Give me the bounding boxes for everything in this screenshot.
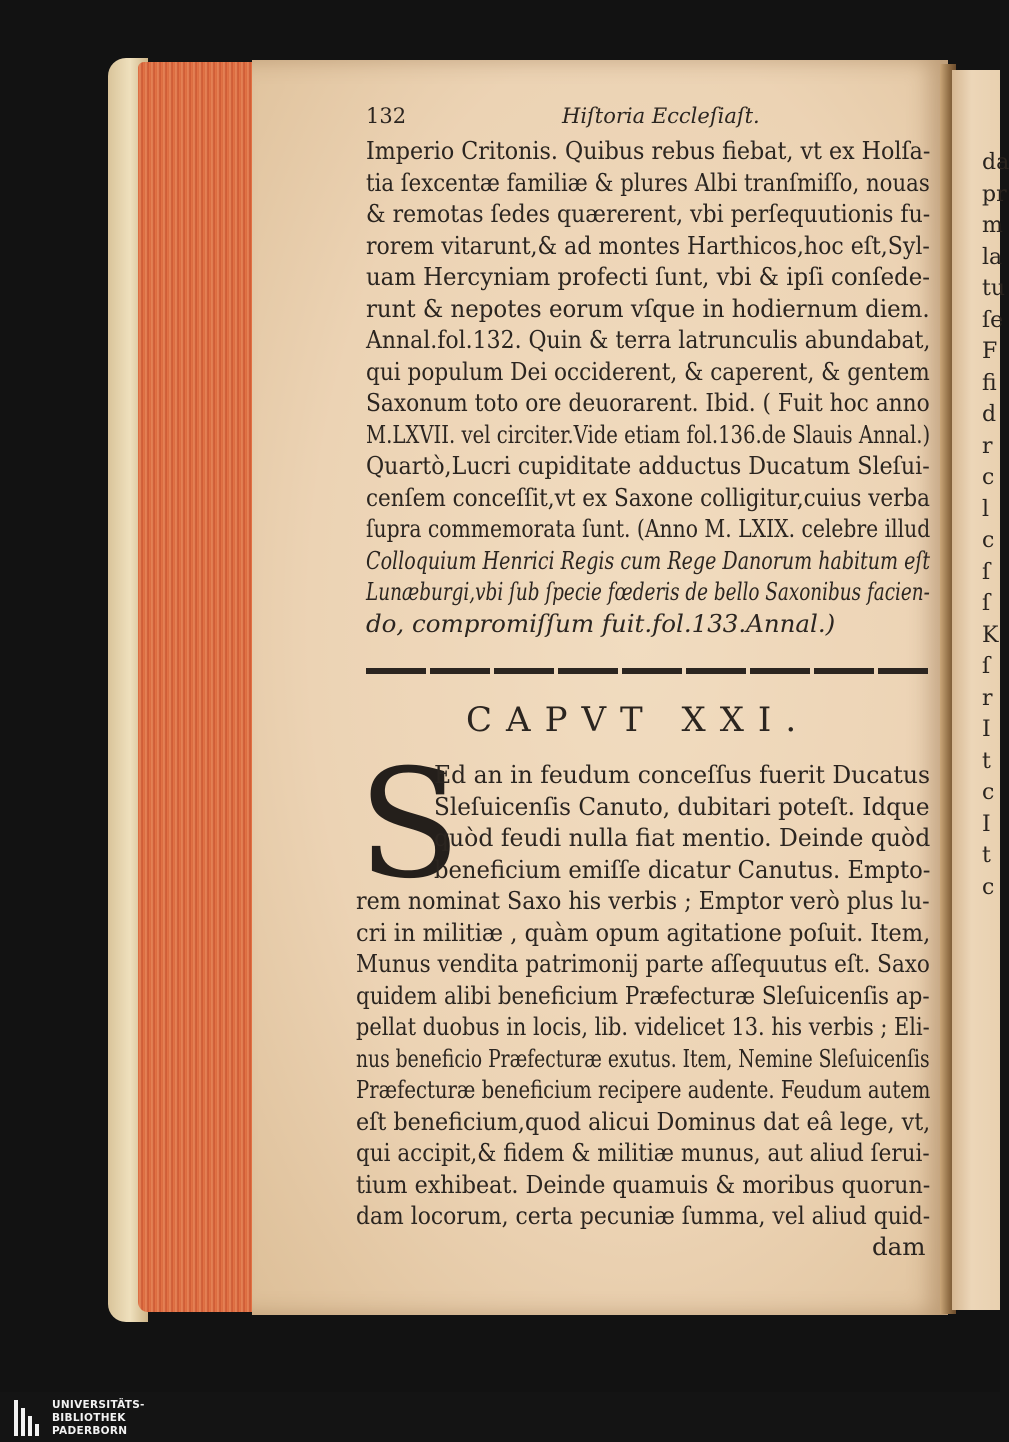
text-line: cenſem conceſſit,vt ex Saxone colligitur,cuius verba: [366, 482, 931, 512]
facing-page-fragment: ſ: [982, 654, 991, 679]
text-line: eſt beneficium,quod alicui Dominus dat eâ lege, vt,: [356, 1106, 931, 1136]
text-line: uam Hercyniam profecti ſunt, vbi & ipſi conſede-: [366, 262, 930, 291]
text-line: M.LXVII. vel circiter.Vide etiam fol.136.de Slauis Annal.): [366, 419, 931, 449]
text-line: Colloquium Henrici Regis cum Rege Danorum habitum eſt: [366, 545, 931, 575]
text-line: do, compromiſſum fuit.fol.133.Annal.): [366, 608, 836, 638]
page-edges: [138, 62, 256, 1312]
facing-page-fragment: l: [982, 496, 990, 522]
library-logo-line2: BIBLIOTHEK: [52, 1412, 126, 1424]
text-line: tia ſexcentæ familiæ & plures Albi tranſmiſſo, nouas: [366, 167, 930, 197]
text-line: rem nominat Saxo his verbis ; Emptor verò plus lu-: [356, 886, 930, 915]
facing-page-fragment: K: [982, 622, 999, 648]
text-line: quòd feudi nulla fiat mentio. Deinde quòd: [434, 823, 931, 852]
facing-page-fragment: t: [982, 843, 991, 868]
facing-page-fragment: tu: [982, 276, 1006, 301]
text-line: Saxonum toto ore deuorarent. Ibid. ( Fuit hoc anno: [366, 388, 930, 417]
facing-page-fragment: I: [982, 717, 991, 742]
text-line: & remotas ſedes quærerent, vbi perſequutionis fu-: [366, 199, 931, 228]
facing-page: [952, 70, 1009, 1310]
text-line: rorem vitarunt,& ad montes Harthicos,hoc eſt,Syl-: [366, 230, 930, 260]
section-rule: [366, 668, 928, 674]
facing-page-fragment: pr: [982, 181, 1007, 207]
facing-page-fragment: fi: [982, 370, 997, 396]
facing-page-fragment: ſ: [982, 591, 991, 616]
text-line: runt & nepotes eorum vſque in hodiernum diem.: [366, 293, 930, 323]
facing-page-fragment: ſ: [982, 559, 991, 585]
text-line: nus beneficio Præfecturæ exutus. Item, Nemine Sleſuicenſis: [356, 1043, 930, 1073]
text-line: Præfecturæ beneficium recipere audente. Feudum autem: [356, 1075, 931, 1104]
facing-page-fragment: la: [982, 244, 1003, 270]
library-logo-line1: UNIVERSITÄTS-: [52, 1399, 145, 1411]
text-line: Sleſuicenſis Canuto, dubitari poteſt. Idque: [434, 791, 930, 821]
text-line: cri in militiæ , quàm opum agitatione poſuit. Item,: [356, 917, 931, 947]
facing-page-fragment: m: [982, 213, 1003, 238]
text-line: Munus vendita patrimonij parte aſſequutus eſt. Saxo: [356, 949, 930, 978]
library-logo-text: [52, 1399, 145, 1438]
text-line: tium exhibeat. Deinde quamuis & moribus quorun-: [356, 1169, 931, 1199]
text-line: Quartò,Lucri cupiditate adductus Ducatum Sleſui-: [366, 451, 930, 480]
facing-page-fragment: r: [982, 433, 993, 459]
text-line: Lunæburgi,vbi ſub ſpecie fœderis de bello Saxonibus facien-: [366, 577, 930, 606]
chapter-title: CAPVT XXI.: [466, 700, 811, 740]
facing-page-fragment: t: [982, 748, 991, 774]
facing-page-fragment: r: [982, 685, 993, 711]
text-line: dam locorum, certa pecuniæ ſumma, vel aliud quid-: [356, 1201, 931, 1230]
catchword: dam: [872, 1232, 926, 1261]
facing-page-fragment: c: [982, 465, 995, 490]
facing-page-fragment: I: [982, 811, 991, 837]
facing-page-fragment: d: [982, 402, 997, 427]
library-logo-line3: PADERBORN: [52, 1425, 128, 1437]
facing-page-fragment: ſe: [982, 307, 1004, 333]
text-line: Annal.fol.132. Quin & terra latrunculis abundabat,: [366, 325, 931, 354]
running-title: Hiſtoria Eccleſiaſt.: [562, 104, 760, 128]
facing-page-fragment: c: [982, 874, 995, 900]
text-line: beneficium emiſſe dicatur Canutus. Empto-: [434, 854, 931, 884]
drop-cap: S: [358, 738, 461, 912]
facing-page-fragment: da: [982, 150, 1009, 175]
text-line: quidem alibi beneficium Præfecturæ Sleſuicenſis ap-: [356, 980, 930, 1010]
facing-page-fragment: c: [982, 780, 995, 805]
text-line: ſupra commemorata ſunt. (Anno M. LXIX. celebre illud: [366, 514, 931, 543]
facing-page-fragment: F: [982, 339, 998, 364]
text-line: qui populum Dei occiderent, & caperent, & gentem: [366, 356, 930, 386]
text-line: Ed an in feudum conceſſus fuerit Ducatus: [434, 760, 930, 789]
text-line: pellat duobus in locis, lib. videlicet 13. his verbis ; Eli-: [356, 1012, 930, 1041]
text-line: qui accipit,& fidem & militiæ munus, aut aliud ſerui-: [356, 1138, 930, 1167]
library-logo-icon: [14, 1400, 48, 1436]
page-number: 132: [366, 104, 407, 128]
facing-page-fragment: c: [982, 528, 995, 553]
text-line: Imperio Critonis. Quibus rebus fiebat, vt ex Holſa-: [366, 136, 931, 165]
